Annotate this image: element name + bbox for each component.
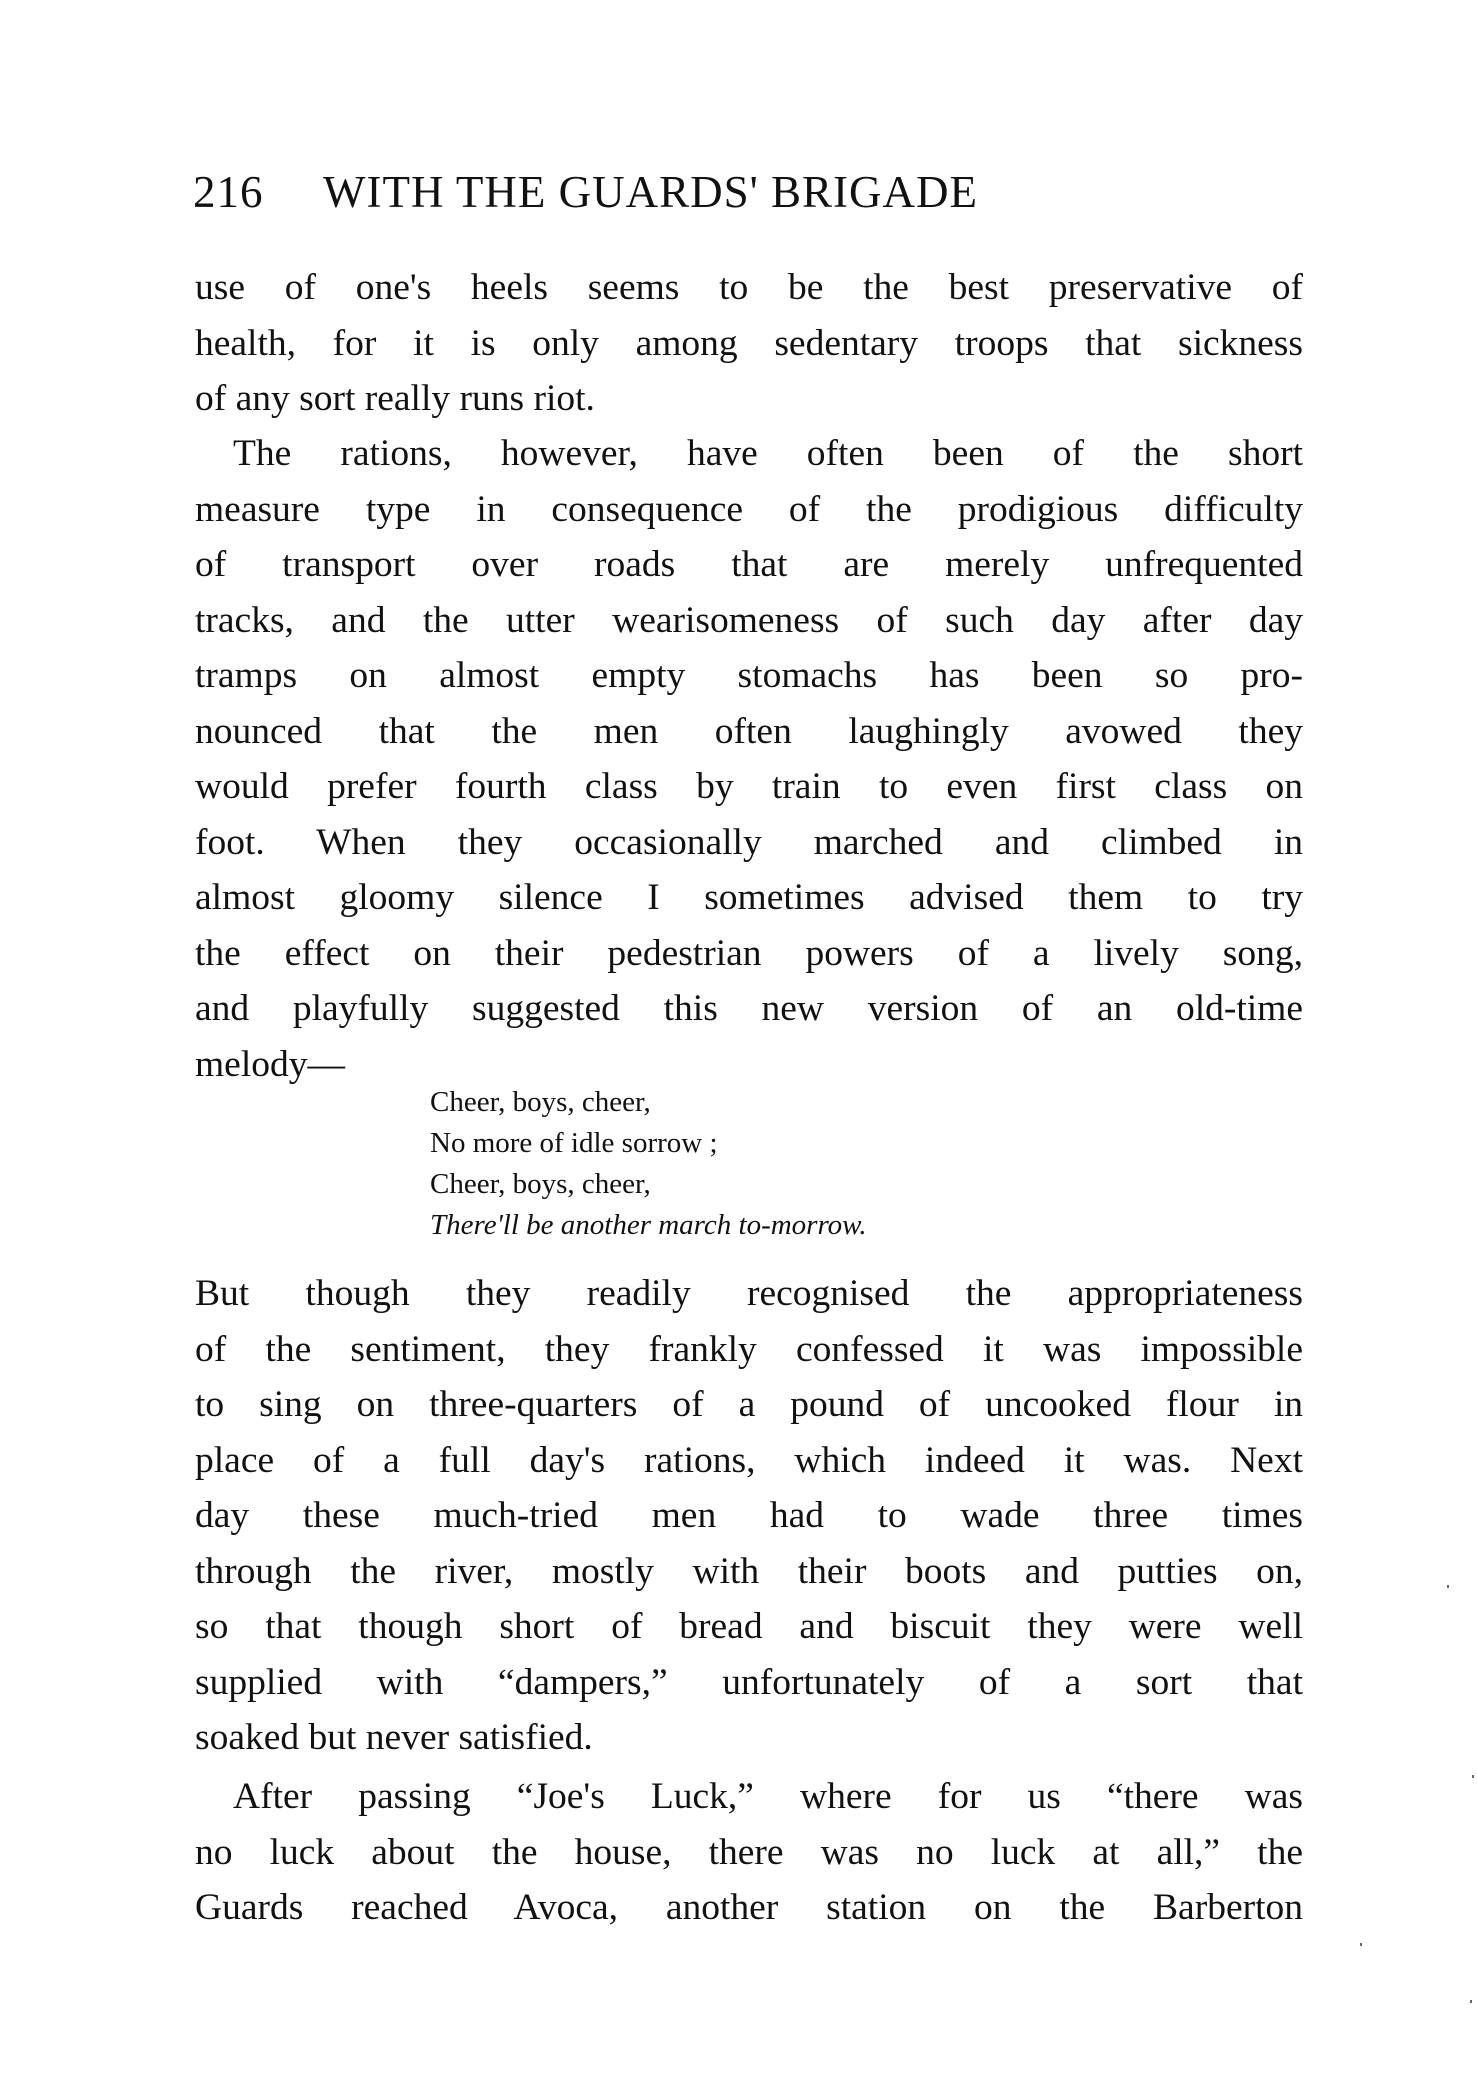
- text-line: and playfully suggested this new version of an old-time: [195, 988, 1303, 1029]
- text-line: melody—: [195, 1043, 345, 1085]
- text-line: day these much-tried men had to wade three times: [195, 1495, 1303, 1536]
- text-line: of transport over roads that are merely unfrequented: [195, 544, 1303, 585]
- text-line: place of a full day's rations, which indeed it was. Next: [195, 1439, 1303, 1481]
- text-line: would prefer fourth class by train to even first class on: [195, 766, 1303, 807]
- text-line: of the sentiment, they frankly confessed it was impossible: [195, 1328, 1303, 1370]
- paragraph-2: [195, 426, 1303, 1092]
- verse-line: Cheer, boys, cheer,: [430, 1086, 651, 1118]
- text-line: supplied with “dampers,” unfortunately of a sort that: [195, 1661, 1303, 1703]
- verse-block: [430, 1082, 867, 1246]
- verse-line: Cheer, boys, cheer,: [430, 1168, 651, 1200]
- paragraph-3: [195, 1266, 1303, 1766]
- text-line: measure type in consequence of the prodigious difficulty: [195, 488, 1303, 530]
- text-line: foot. When they occasionally marched and climbed in: [195, 821, 1303, 863]
- text-line: tracks, and the utter wearisomeness of such day after day: [195, 599, 1303, 641]
- text-line: of any sort really runs riot.: [195, 378, 595, 419]
- text-line: no luck about the house, there was no luck at all,” the: [195, 1831, 1303, 1873]
- paragraph-4: [195, 1769, 1303, 1936]
- scan-speck: [1447, 1585, 1449, 1588]
- scan-speck: [1360, 1943, 1362, 1946]
- text-line: health, for it is only among sedentary troops that sickness: [195, 322, 1303, 364]
- text-line: use of one's heels seems to be the best preservative of: [195, 267, 1303, 308]
- text-line: Guards reached Avoca, another station on the Barberton: [195, 1887, 1303, 1928]
- text-line: through the river, mostly with their boots and putties on,: [195, 1550, 1303, 1592]
- scan-speck: [1470, 2000, 1472, 2003]
- text-line: so that though short of bread and biscuit they were well: [195, 1606, 1303, 1647]
- text-line: to sing on three-quarters of a pound of uncooked flour in: [195, 1384, 1303, 1425]
- text-line: tramps on almost empty stomachs has been so pro-: [195, 655, 1303, 696]
- text-line: After passing “Joe's Luck,” where for us “there was: [233, 1776, 1303, 1817]
- text-line: nounced that the men often laughingly avowed they: [195, 710, 1303, 752]
- verse-line: There'll be another march to-morrow.: [430, 1209, 867, 1241]
- verse-line: No more of idle sorrow ;: [430, 1127, 718, 1159]
- text-line: But though they readily recognised the appropriateness: [195, 1273, 1303, 1314]
- text-line: the effect on their pedestrian powers of a lively song,: [195, 932, 1303, 974]
- text-line: soaked but never satisfied.: [195, 1717, 593, 1758]
- running-title: WITH THE GUARDS' BRIGADE: [323, 167, 978, 217]
- running-head: [193, 166, 1303, 226]
- paragraph-1: [195, 260, 1303, 427]
- text-line: The rations, however, have often been of the short: [233, 433, 1303, 474]
- page-number: 216: [193, 167, 264, 217]
- scan-speck: [1472, 1775, 1474, 1778]
- text-line: almost gloomy silence I sometimes advised them to try: [195, 877, 1303, 918]
